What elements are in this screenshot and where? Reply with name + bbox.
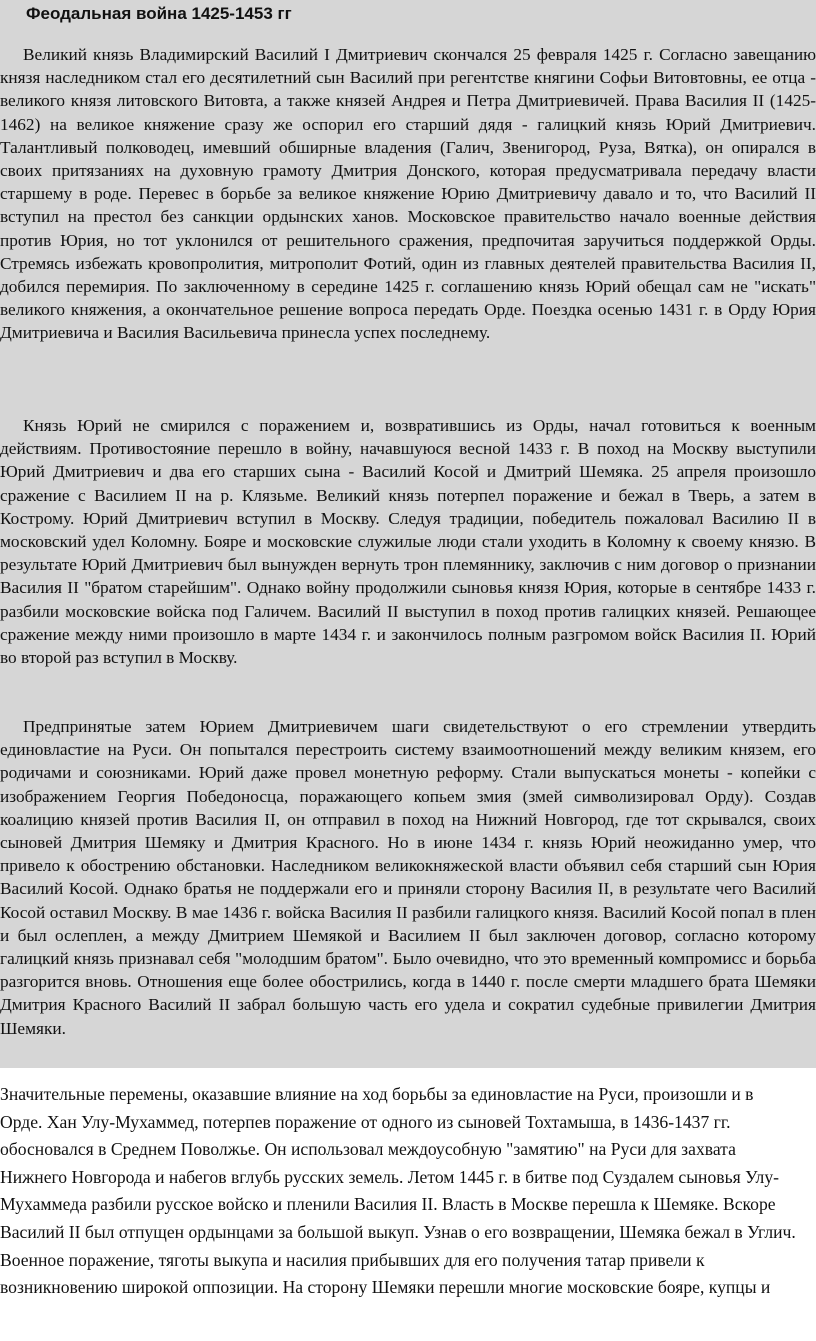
paragraph-1: Великий князь Владимирский Василий I Дмитриевич скончался 25 февраля 1425 г. Согласно завещанию князя наследником стал его десятилетний сын Василий при регентстве княгини Софьи Витовтовны, ее отца - великого князя литовского Витовта, а также князей Андрея и Петра Дмитриевичей. Права Василия II (1425-1462) на великое княжение сразу же оспорил его старший дядя - галицкий князь Юрий Дмитриевич. Талантливый полководец, имевший обширные владения (Галич, Звенигород, Руза, Вятка), он опирался в своих притязаниях на духовную грамоту Дмитрия Донского, которая предусматривала передачу власти старшему в роде. Перевес в борьбе за великое княжение Юрию Дмитриевичу давало и то, что Василий II вступил на престол без санкции ордынских ханов. Московское правительство начало военные действия против Юрия, но тот уклонился от решительного сражения, предпочитая заручиться поддержкой Орды. Стремясь избежать кровопролития, митрополит Фотий, один из главных деятелей правительства Василия II, добился перемирия. По заключенному в середине 1425 г. соглашению князь Юрий обещал сам не "искать" великого княжения, а окончательное решение вопроса передать Орде. Поездка осенью 1431 г. в Орду Юрия Дмитриевича и Василия Васильевича принесла успех последнему. <box>0 45 816 343</box>
paragraph-4: Значительные перемены, оказавшие влияние на ход борьбы за единовластие на Руси, произошли и в Орде. Хан Улу-Мухаммед, потерпев поражение от одного из сыновей Тохтамыша, в 1436-1437 гг. обосновался в Среднем Поволжье. Он использовал междоусобную "замятию" на Руси для захвата Нижнего Новгорода и набегов вглубь русских земель. Летом 1445 г. в битве под Суздалем сыновья Улу-Мухаммеда разбили русское войско и пленили Василия II. Власть в Москве перешла к Шемяке. Вскоре Василий II был отпущен ордынцами за большой выкуп. Узнав о его возвращении, Шемяка бежал в Углич. Военное поражение, тяготы выкупа и насилия прибывших для его получения татар привели к возникновению широкой оппозиции. На сторону Шемяки перешли многие московские бояре, купцы и <box>0 1084 796 1298</box>
paragraph-2: Князь Юрий не смирился с поражением и, возвратившись из Орды, начал готовиться к военным действиям. Противостояние перешло в войну, начавшуюся весной 1433 г. В поход на Москву выступили Юрий Дмитриевич и два его старших сына - Василий Косой и Дмитрий Шемяка. 25 апреля произошло сражение с Василием II на р. Клязьме. Великий князь потерпел поражение и бежал в Тверь, а затем в Кострому. Юрий Дмитриевич вступил в Москву. Следуя традиции, победитель пожаловал Василию II в московский удел Коломну. Бояре и московские служилые люди стали уходить в Коломну к своему князю. В результате Юрий Дмитриевич был вынужден вернуть трон племяннику, заключив с ним договор о признании Василия II "братом старейшим". Однако войну продолжили сыновья князя Юрия, которые в сентябре 1433 г. разбили московские войска под Галичем. Василий II выступил в поход против галицких князей. Решающее сражение между ними произошло в марте 1434 г. и закончилось полным разгромом войск Василия II. Юрий во второй раз вступил в Москву. <box>0 416 816 668</box>
document-title: Феодальная война 1425-1453 гг <box>26 4 292 23</box>
paragraph-3: Предпринятые затем Юрием Дмитриевичем шаги свидетельствуют о его стремлении утвердить единовластие на Руси. Он попытался перестроить систему взаимоотношений между великим князем, его родичами и союзниками. Юрий даже провел монетную реформу. Стали выпускаться монеты - копейки с изображением Георгия Победоносца, поражающего копьем змия (змей символизировал Орду). Создав коалицию князей против Василия II, он отправил в поход на Нижний Новгород, где тот скрывался, своих сыновей Дмитрия Шемяку и Дмитрия Красного. Но в июне 1434 г. князь Юрий неожиданно умер, что привело к обострению обстановки. Наследником великокняжеской власти объявил себя старший сын Юрия Василий Косой. Однако братья не поддержали его и приняли сторону Василия II, в результате чего Василий Косой оставил Москву. В мае 1436 г. войска Василия II разбили галицкого князя. Василий Косой попал в плен и был ослеплен, а между Дмитрием Шемякой и Василием II был заключен договор, согласно которому галицкий князь признавал себя "молодшим братом". Было очевидно, что это временный компромисс и борьба разгорится вновь. Отношения еще более обострились, когда в 1440 г. после смерти младшего брата Шемяки Дмитрия Красного Василий II забрал большую часть его удела и сократил судебные привилегии Дмитрия Шемяки. <box>0 717 816 1038</box>
